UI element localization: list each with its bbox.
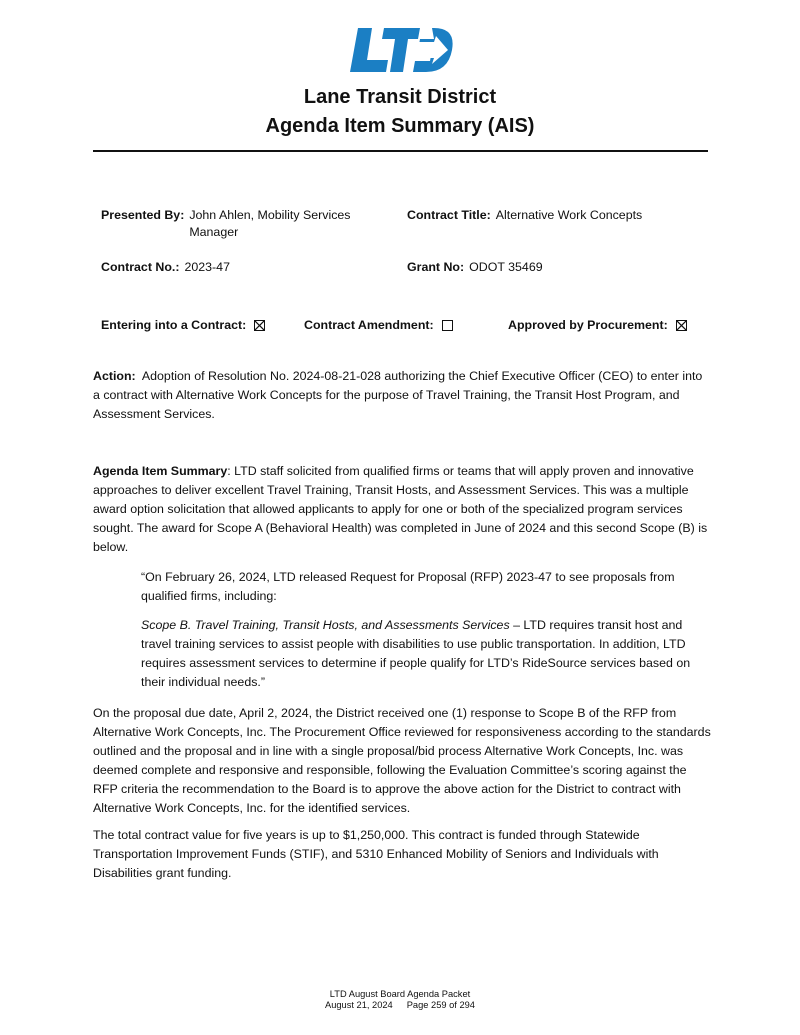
contract-title-label: Contract Title: bbox=[407, 208, 491, 222]
action-text: Adoption of Resolution No. 2024-08-21-028 authorizing the Chief Executive Officer (CEO) to enter into a contract with Alternative Work Concepts for the purpose of Travel Training, the Transit Host Program, and Assessment Services. bbox=[93, 369, 703, 421]
header-divider bbox=[93, 150, 708, 152]
ltd-logo bbox=[348, 28, 454, 72]
grant-no-field bbox=[407, 259, 543, 276]
approved-procurement-label: Approved by Procurement: bbox=[508, 318, 668, 332]
summary-paragraph bbox=[93, 462, 711, 557]
contract-amendment-label: Contract Amendment: bbox=[304, 318, 434, 332]
quote-paragraph-2 bbox=[141, 616, 711, 692]
presented-by-field bbox=[101, 207, 381, 241]
entering-contract-label: Entering into a Contract: bbox=[101, 318, 247, 332]
contract-no-field bbox=[101, 259, 230, 276]
document-title: Lane Transit District bbox=[303, 86, 497, 108]
footer-date-page bbox=[0, 1000, 800, 1011]
scope-b-text: – LTD requires transit host and travel training services to assist people with disabilities to use public transportation. In addition, LTD requires assessment services to determine if people qualify for LTD’s RideSource services based on their individual needs.” bbox=[141, 618, 691, 689]
quote-paragraph-1: “On February 26, 2024, LTD released Request for Proposal (RFP) 2023-47 to see proposals from qualified firms, including: bbox=[141, 570, 675, 603]
footer-date: August 21, 2024 bbox=[325, 1000, 393, 1010]
contract-no-value: 2023-47 bbox=[184, 260, 230, 274]
presented-by-value: John Ahlen, Mobility Services Manager bbox=[189, 208, 351, 239]
action-paragraph bbox=[93, 367, 711, 424]
unchecked-box-icon bbox=[442, 320, 453, 331]
document-subtitle: Agenda Item Summary (AIS) bbox=[265, 115, 535, 137]
footer-packet: LTD August Board Agenda Packet bbox=[329, 989, 471, 999]
summary-label: Agenda Item Summary bbox=[93, 464, 228, 478]
contract-title-value: Alternative Work Concepts bbox=[495, 208, 643, 222]
contract-amendment-checkbox-row bbox=[304, 318, 453, 332]
proposal-paragraph: On the proposal due date, April 2, 2024, the District received one (1) response to Scope B of the RFP from Alternative Work Concepts, Inc. The Procurement Office reviewed for responsiveness according to the standards outlined and the proposal and in line with a single proposal/bid process Alternative Work Concepts, Inc. was deemed complete and responsive and responsible, following the Evaluation Committee’s scoring against the RFP criteria the recommendation to the Board is to approve the above action for the District to contract with Alternative Work Concepts, Inc. for the identified services. bbox=[93, 706, 711, 815]
footer-page-number: Page 259 of 294 bbox=[406, 1000, 475, 1010]
total-value-paragraph: The total contract value for five years is up to $1,250,000. This contract is funded through Statewide Transportation Improvement Funds (STIF), and 5310 Enhanced Mobility of Seniors and Individuals with Disabilities grant funding. bbox=[93, 828, 659, 880]
contract-title-field bbox=[407, 207, 642, 224]
presented-by-label: Presented By: bbox=[101, 208, 185, 222]
checked-box-icon bbox=[676, 320, 687, 331]
grant-no-label: Grant No: bbox=[407, 260, 465, 274]
checked-box-icon bbox=[254, 320, 265, 331]
action-label: Action: bbox=[93, 369, 136, 383]
contract-no-label: Contract No.: bbox=[101, 260, 180, 274]
grant-no-value: ODOT 35469 bbox=[469, 260, 543, 274]
summary-text: : LTD staff solicited from qualified firms or teams that will apply proven and innovative approaches to deliver excellent Travel Training, Transit Hosts, and Assessment Services. This was a multiple award option solicitation that allowed applicants to apply for one or both of the specialized program services sought. The award for Scope A (Behavioral Health) was completed in June of 2024 and this second Scope (B) is below. bbox=[93, 464, 708, 554]
entering-contract-checkbox-row bbox=[101, 318, 265, 332]
scope-b-title: Scope B. Travel Training, Transit Hosts, and Assessments Services bbox=[141, 618, 510, 632]
approved-procurement-checkbox-row bbox=[508, 318, 687, 332]
